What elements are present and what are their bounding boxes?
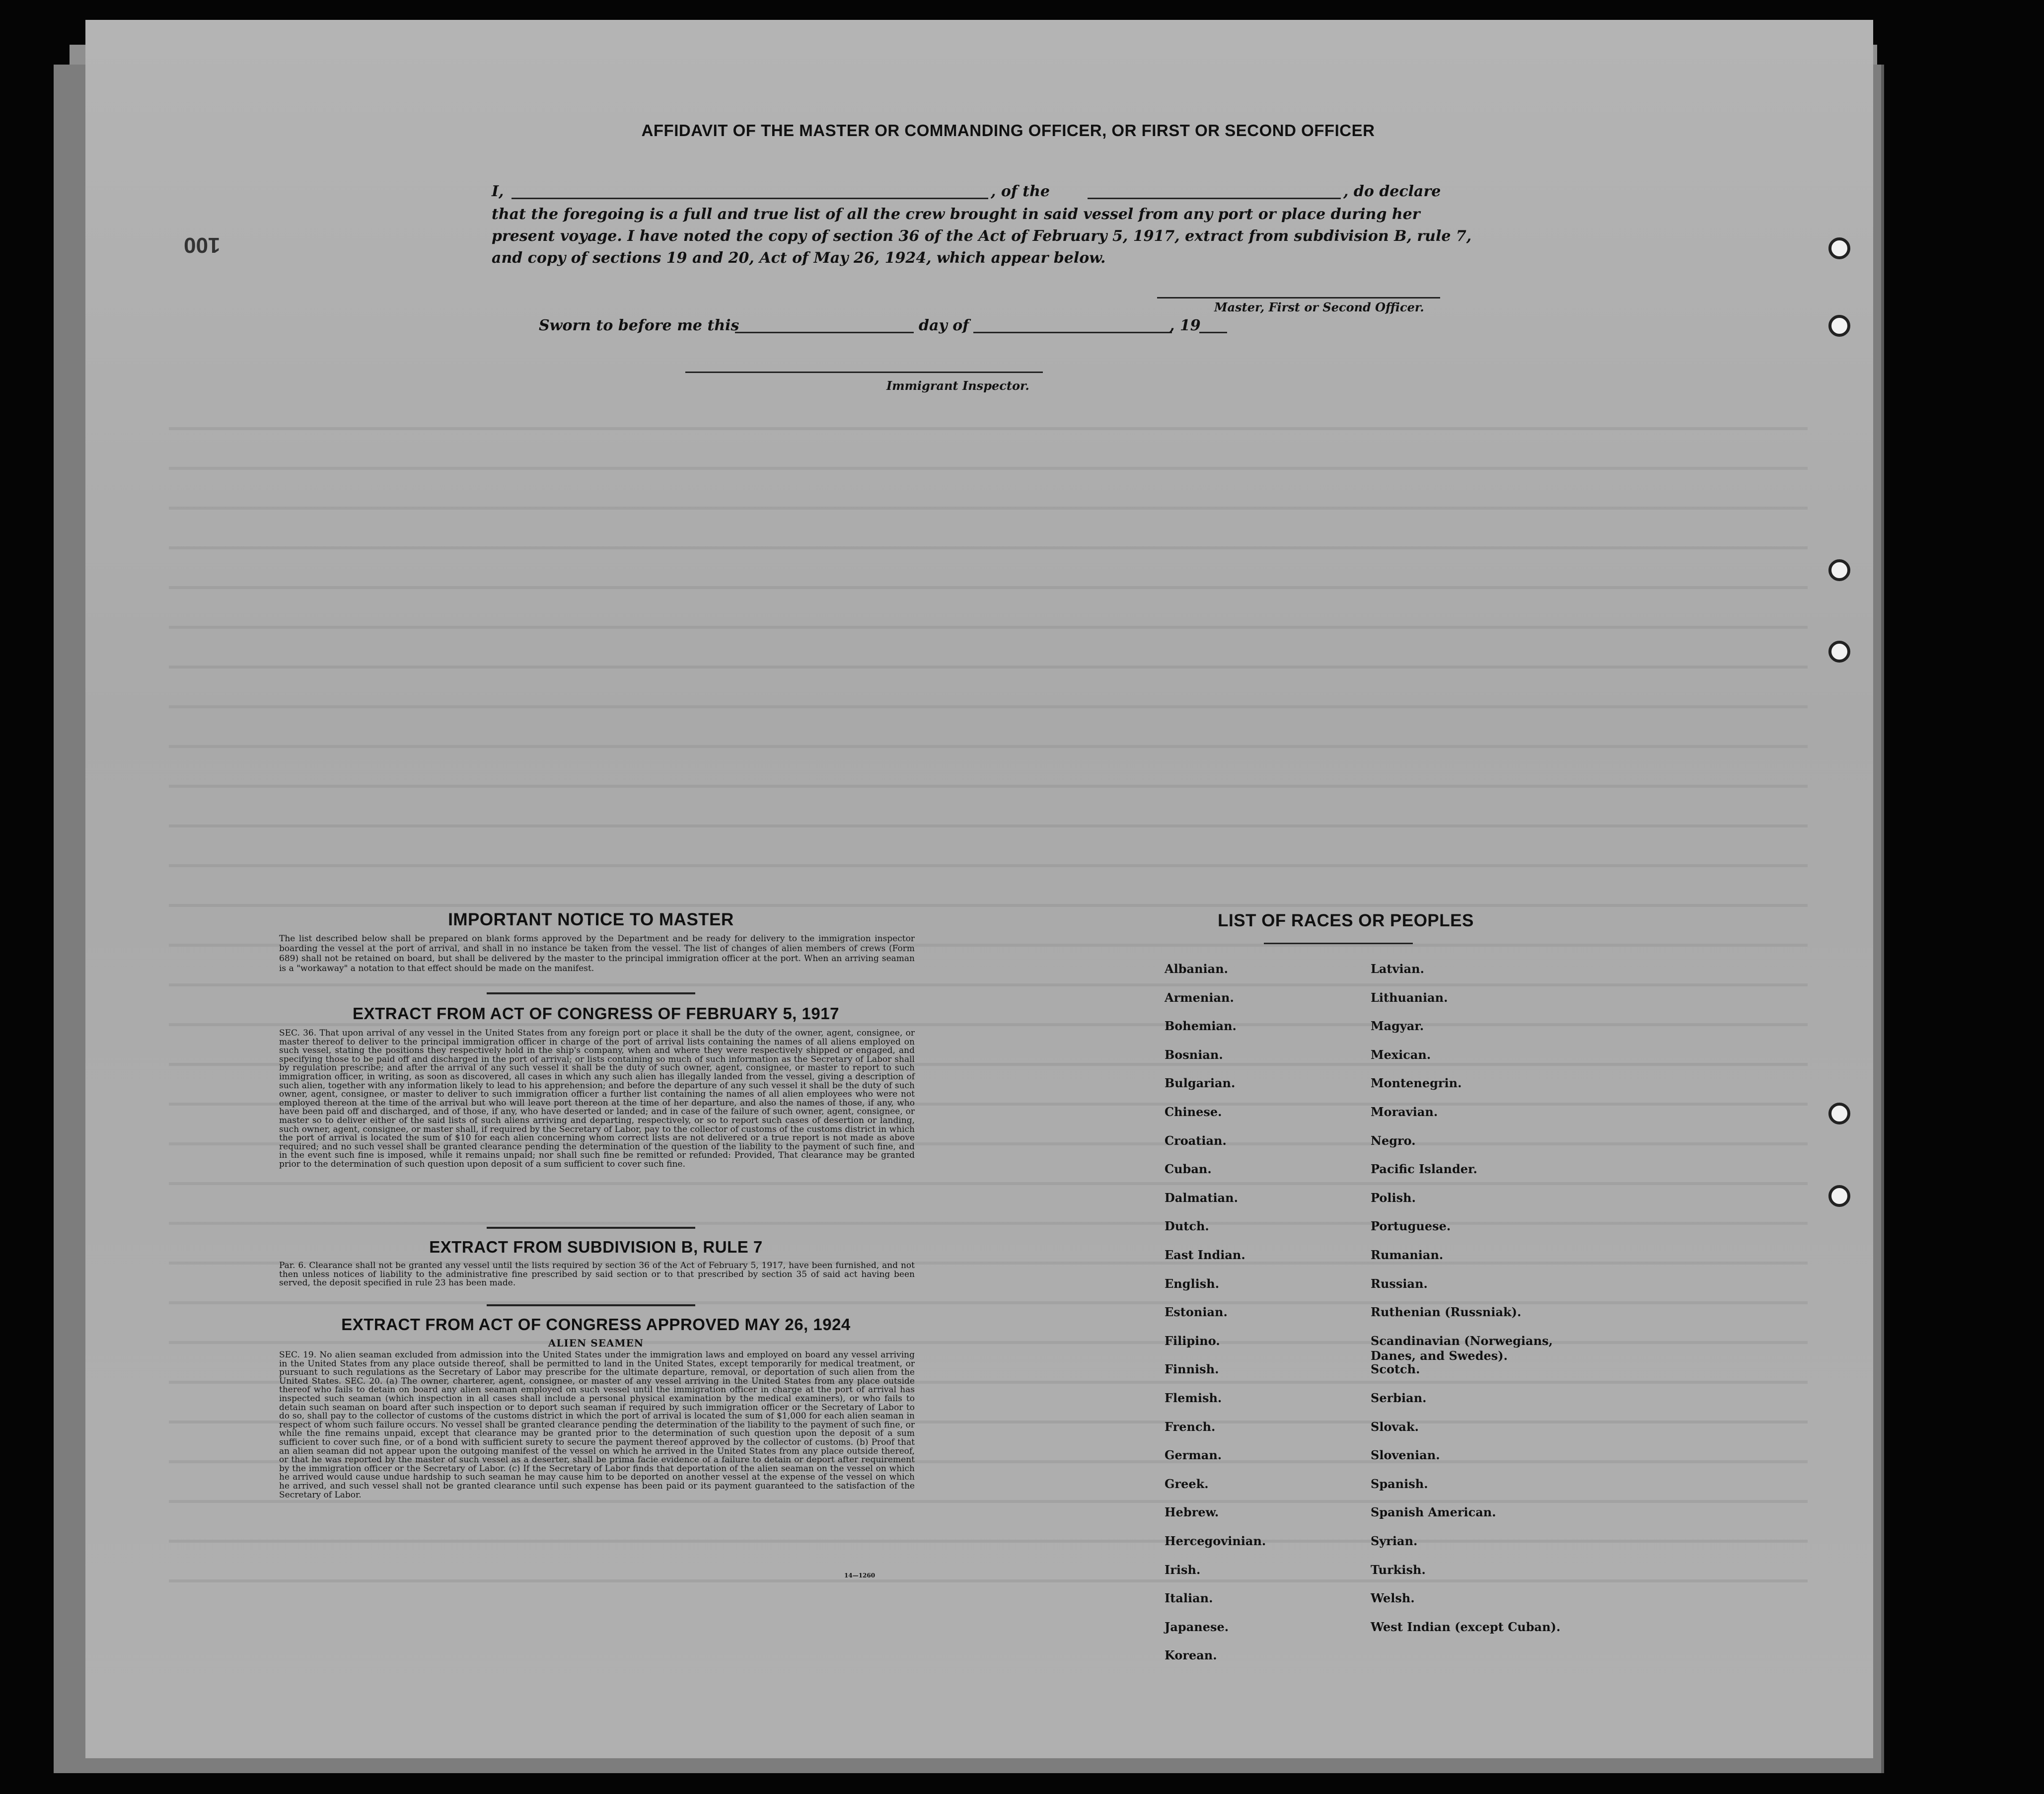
bleed-through-row	[169, 1222, 1808, 1225]
races-title: LIST OF RACES OR PEOPLES	[1218, 911, 1474, 930]
bleed-through-row	[169, 666, 1808, 669]
sworn-month-blank	[973, 332, 1172, 333]
race-item: Portuguese.	[1371, 1219, 1451, 1233]
race-item: Cuban.	[1165, 1162, 1212, 1176]
race-item: Dutch.	[1165, 1219, 1209, 1233]
race-item: Irish.	[1165, 1563, 1201, 1577]
master-signature-label: Master, First or Second Officer.	[1214, 300, 1424, 314]
race-item: Filipino.	[1165, 1334, 1220, 1348]
bleed-through-row	[169, 745, 1808, 748]
notice-body: The list described below shall be prepared on blank forms approved by the Department and be ready for delivery to the immigration inspector boarding the vessel at the port of arrival, and shall in no instance be taken from the vessel. The list of changes of alien members of crews (Form 689) shall not be retained on board, but shall be delivered by the master to the principal immigration officer at the port. When an arriving seaman is a "workaway" a notation to that effect should be made on the manifest.	[279, 934, 915, 973]
bleed-through-row	[169, 1579, 1808, 1582]
bleed-through-row	[169, 1023, 1808, 1026]
race-item: Japanese.	[1165, 1620, 1229, 1634]
binder-hole	[1828, 1185, 1850, 1207]
master-signature-line	[1157, 297, 1440, 299]
bleed-through-row	[169, 626, 1808, 629]
race-item: Estonian.	[1165, 1305, 1228, 1319]
race-item: Finnish.	[1165, 1362, 1219, 1376]
race-item: Hercegovinian.	[1165, 1534, 1266, 1548]
race-item: English.	[1165, 1276, 1220, 1291]
race-item: Rumanian.	[1371, 1248, 1444, 1262]
bleed-through-row	[169, 546, 1808, 549]
race-item: Negro.	[1371, 1133, 1416, 1148]
bleed-through-row	[169, 467, 1808, 470]
bleed-through-row	[169, 1182, 1808, 1185]
race-item: Lithuanian.	[1371, 990, 1448, 1005]
race-item: Armenian.	[1165, 990, 1234, 1005]
race-item: Albanian.	[1165, 962, 1228, 976]
race-item: East Indian.	[1165, 1248, 1245, 1262]
binder-hole	[1828, 641, 1850, 663]
bleed-through-row	[169, 785, 1808, 788]
race-item: Turkish.	[1371, 1563, 1426, 1577]
extract-1924-title: EXTRACT FROM ACT OF CONGRESS APPROVED MAY 26, 1924	[341, 1315, 851, 1334]
divider	[487, 992, 695, 994]
of-the-label: , of the	[991, 183, 1050, 200]
race-item: Ruthenian (Russniak).	[1371, 1305, 1522, 1319]
race-item: Bulgarian.	[1165, 1076, 1236, 1090]
race-item: Moravian.	[1371, 1105, 1438, 1119]
binder-hole	[1828, 315, 1850, 337]
extract-rule7-title: EXTRACT FROM SUBDIVISION B, RULE 7	[429, 1238, 763, 1256]
race-item: Slovenian.	[1371, 1448, 1440, 1462]
inspector-signature-line	[685, 372, 1043, 373]
race-item: Syrian.	[1371, 1534, 1418, 1548]
sworn-year-blank	[1199, 332, 1227, 333]
binder-hole	[1828, 237, 1850, 259]
inspector-label: Immigrant Inspector.	[886, 378, 1029, 393]
bleed-through-row	[169, 864, 1808, 867]
race-item: Pacific Islander.	[1371, 1162, 1477, 1176]
race-item: Latvian.	[1371, 962, 1424, 976]
affidavit-title: AFFIDAVIT OF THE MASTER OR COMMANDING OFFICER, OR FIRST OR SECOND OFFICER	[641, 121, 1375, 140]
notice-title: IMPORTANT NOTICE TO MASTER	[448, 910, 734, 929]
binder-hole	[1828, 559, 1850, 581]
race-item: German.	[1165, 1448, 1222, 1462]
alien-seamen-subtitle: ALIEN SEAMEN	[548, 1337, 644, 1349]
bleed-through-row	[169, 824, 1808, 827]
race-item: Bohemian.	[1165, 1019, 1237, 1033]
race-item: Croatian.	[1165, 1133, 1227, 1148]
extract-1917-title: EXTRACT FROM ACT OF CONGRESS OF FEBRUARY 5, 1917	[353, 1004, 839, 1023]
race-item: Spanish American.	[1371, 1505, 1496, 1519]
affidavit-i-label: I,	[492, 183, 504, 200]
bleed-through-row	[169, 1540, 1808, 1543]
bleed-through-row	[169, 427, 1808, 430]
race-item: Mexican.	[1371, 1047, 1431, 1062]
extract-1924-body: SEC. 19. No alien seaman excluded from admission into the United States under the immigration laws and employed on board any vessel arriving in the United States from any place outside thereof, shall be permitted to land in the United States, except temporarily for medical treatment, or pursuant to such regulations as the Secretary of Labor may prescribe for the ultimate departure, removal, or deportation of such alien from the United States. SEC. 20. (a) The owner, charterer, agent, consignee, or master of any vessel arriving in the United States from any place outside thereof who fails to detain on board any alien seaman employed on such vessel until the immigration officer in charge at the port of arrival has inspected such seaman (which inspection in all cases shall include a personal physical examination by the medical examiners), or who fails to detain such seaman on board after such inspection or to deport such seaman if required by such immigration officer or the Secretary of Labor to do so, shall pay to the collector of customs of the customs district in which the port of arrival is located the sum of $1,000 for each alien seaman in respect of whom such failure occurs. No vessel shall be granted clearance pending the determination of the liability to the payment of such fine, or while the fine remains unpaid, except that clearance may be granted prior to the determination of such question upon the deposit of a sum sufficient to cover such fine, or of a bond with sufficient surety to secure the payment thereof approved by the collector of customs. (b) Proof that an alien seaman did not appear upon the outgoing manifest of the vessel on which he arrived in the United States from any place outside thereof, or that he was reported by the master of such vessel as a deserter, shall be prima facie evidence of a failure to detain or deport after requirement by the immigration officer or the Secretary of Labor. (c) If the Secretary of Labor finds that deportation of the alien seaman on the vessel on which he arrived would cause undue hardship to such seaman he may cause him to be deported on another vessel at the expense of the vessel on which he arrived, and such vessel shall not be granted clearance until such expense has been paid or its payment guaranteed to the satisfaction of the Secretary of Labor.	[279, 1350, 915, 1500]
race-item: Italian.	[1165, 1591, 1213, 1605]
declare-label: , do declare	[1343, 183, 1441, 200]
bleed-through-row	[169, 983, 1808, 986]
form-number: 14—1260	[844, 1572, 876, 1579]
bleed-through-row	[169, 904, 1808, 907]
race-item: Scotch.	[1371, 1362, 1420, 1376]
bleed-through-row	[169, 1500, 1808, 1503]
name-blank	[511, 198, 988, 199]
extract-rule7-body: Par. 6. Clearance shall not be granted any vessel until the lists required by section 36 of the Act of February 5, 1917, have been furnished, and not then unless notices of liability to the administrative fine prescribed by said section or to that prescribed by section 35 of said act having been served, the deposit specified in rule 23 has been made.	[279, 1261, 915, 1288]
race-item: Chinese.	[1165, 1105, 1222, 1119]
divider	[487, 1304, 695, 1306]
race-item: Polish.	[1371, 1191, 1416, 1205]
divider	[1264, 943, 1413, 944]
extract-1917-body: SEC. 36. That upon arrival of any vessel in the United States from any foreign port or place it shall be the duty of the owner, agent, consignee, or master thereof to deliver to the principal immigration officer in charge of the port of arrival lists containing the names of all aliens employed on such vessel, stating the positions they respectively hold in the ship's company, when and where they were respectively shipped or engaged, and specifying those to be paid off and discharged in the port of arrival; or lists containing so much of such information as the Secretary of Labor shall by regulation prescribe; and after the arrival of any such vessel it shall be the duty of such owner, agent, consignee, or master to report to such immigration officer, in writing, as soon as discovered, all cases in which any such alien has illegally landed from the vessel, giving a description of such alien, together with any information likely to lead to his apprehension; and before the departure of any such vessel it shall be the duty of such owner, agent, consignee, or master to deliver to such immigration officer a further list containing the names of all alien employees who were not employed thereon at the time of the arrival but who will leave port thereon at the time of her departure, and also the names of those, if any, who have been paid off and discharged, and of those, if any, who have deserted or landed; and in case of the failure of such owner, agent, consignee, or master so to deliver either of the said lists of such aliens arriving and departing, respectively, or so to report such cases of desertion or landing, such owner, agent, consignee, or master shall, if required by the Secretary of Labor, pay to the collector of customs of the customs district in which the port of arrival is located the sum of $10 for each alien concerning whom correct lists are not delivered or a true report is not made as above required; and no such vessel shall be granted clearance pending the determination of the question of the liability to the payment of such fine, and in the event such fine is imposed, while it remains unpaid; nor shall such fine be remitted or refunded: Provided, That clearance may be granted prior to the determination of such question upon deposit of a sum sufficient to cover such fine.	[279, 1028, 915, 1169]
race-item: Greek.	[1165, 1477, 1209, 1491]
race-item: Montenegrin.	[1371, 1076, 1462, 1090]
affidavit-body: that the foregoing is a full and true list of all the crew brought in said vessel from any port or place during her present voyage. I have noted the copy of section 36 of the Act of February 5, 1917, extract from subdivision B, rule 7, and copy of sections 19 and 20, Act of May 26, 1924, which appear below.	[492, 206, 1472, 267]
race-item: Welsh.	[1371, 1591, 1415, 1605]
race-item: Dalmatian.	[1165, 1191, 1238, 1205]
race-item: Bosnian.	[1165, 1047, 1223, 1062]
bleed-through-row	[169, 586, 1808, 589]
race-item: Magyar.	[1371, 1019, 1424, 1033]
binder-hole	[1828, 1103, 1850, 1124]
sworn-year-label: , 19	[1169, 317, 1201, 334]
sworn-date-blank	[735, 332, 914, 333]
race-item: West Indian (except Cuban).	[1371, 1620, 1561, 1634]
bleed-through-row	[169, 507, 1808, 510]
race-item: Flemish.	[1165, 1391, 1222, 1405]
race-item: Spanish.	[1371, 1477, 1428, 1491]
race-item: Hebrew.	[1165, 1505, 1219, 1519]
race-item: Scandinavian (Norwegians,	[1371, 1334, 1553, 1348]
divider	[487, 1227, 695, 1229]
vessel-blank	[1088, 198, 1341, 199]
race-item: Slovak.	[1371, 1420, 1419, 1434]
bleed-through-row	[169, 705, 1808, 708]
stamp-number: 100	[184, 233, 220, 257]
bleed-through-row	[169, 1301, 1808, 1304]
sworn-prefix: Sworn to before me this	[539, 317, 739, 334]
race-item: Russian.	[1371, 1276, 1428, 1291]
race-item: French.	[1165, 1420, 1216, 1434]
sworn-day-label: day of	[919, 317, 969, 334]
race-item: Serbian.	[1371, 1391, 1427, 1405]
race-item: Danes, and Swedes).	[1371, 1348, 1508, 1363]
race-item: Korean.	[1165, 1648, 1217, 1662]
